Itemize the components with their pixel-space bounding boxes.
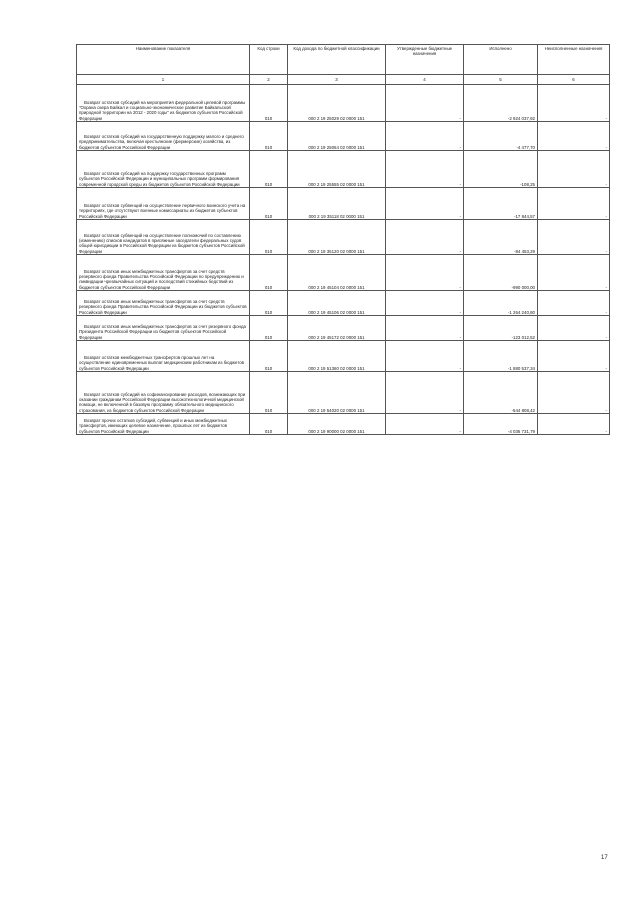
row-line-code: 010	[250, 414, 288, 435]
header-unexecuted: Неисполненные назначения	[538, 45, 610, 75]
row-line-code: 010	[250, 341, 288, 372]
row-line-code: 010	[250, 122, 288, 151]
row-budget-code: 000 2 19 25555 02 0000 151	[288, 151, 386, 188]
row-unexecuted: -	[538, 414, 610, 435]
row-line-code: 010	[250, 291, 288, 316]
column-number: 2	[250, 75, 288, 85]
row-name: Возврат остатков межбюджетных трансфертов прошлых лет на осуществление единовременных выплат медицинским работникам из бюджетов субъектов Российской Федерации	[79, 355, 244, 371]
row-executed: -123 012,52	[464, 316, 538, 341]
column-number-row	[77, 75, 610, 85]
row-approved: -	[386, 372, 464, 414]
row-unexecuted: -	[538, 85, 610, 122]
row-name: Возврат остатков субсидий на мероприятия федеральной целевой программы "Охрана озера Байкал и социально-экономическое развитие Байкальской природной территории на 2012 - 2020 годы" из бюджетов субъектов Российской Федерации	[79, 99, 246, 121]
row-line-code: 010	[250, 372, 288, 414]
row-name: Возврат остатков субвенций на осуществление первичного воинского учета на территориях, где отсутствуют военные комиссариаты из бюджетов субъектов Российской Федерации	[79, 203, 246, 219]
table-row	[77, 372, 610, 414]
column-number: 5	[464, 75, 538, 85]
row-approved: -	[386, 122, 464, 151]
row-budget-code: 000 2 19 45106 02 0000 151	[288, 291, 386, 316]
table-row	[77, 122, 610, 151]
row-executed: -17 844,57	[464, 188, 538, 220]
row-line-code: 010	[250, 316, 288, 341]
header-line-code: Код строки	[250, 45, 288, 75]
row-name: Возврат остатков субвенций на осуществление полномочий по составлению (изменению) списков кандидатов в присяжные заседатели федеральных судов общей юрисдикции в Российской Федерации из бюджетов субъектов Российской Федерации	[79, 232, 245, 254]
row-executed: -4 477,70	[464, 122, 538, 151]
column-number: 3	[288, 75, 386, 85]
row-budget-code: 000 2 19 45172 02 0000 151	[288, 316, 386, 341]
row-executed: -990 000,00	[464, 255, 538, 291]
row-approved: -	[386, 255, 464, 291]
row-unexecuted: -	[538, 341, 610, 372]
page-number: 17	[601, 855, 608, 861]
column-number: 4	[386, 75, 464, 85]
header-executed: Исполнено	[464, 45, 538, 75]
column-number: 6	[538, 75, 610, 85]
row-name: Возврат остатков иных межбюджетных трансфертов за счет резервного фонда Президента Российской Федерации из бюджетов субъектов Российской Федерации	[79, 324, 246, 340]
table-row	[77, 291, 610, 316]
row-executed: -108,25	[464, 151, 538, 188]
row-executed: -544 808,42	[464, 372, 538, 414]
table-row	[77, 316, 610, 341]
row-unexecuted: -	[538, 291, 610, 316]
header-approved: Утвержденные бюджетные назначения	[386, 45, 464, 75]
row-unexecuted: -	[538, 220, 610, 255]
row-line-code: 010	[250, 85, 288, 122]
row-budget-code: 000 2 19 45104 02 0000 151	[288, 255, 386, 291]
column-number: 1	[77, 75, 250, 85]
table-row	[77, 85, 610, 122]
table-row	[77, 151, 610, 188]
row-unexecuted: -	[538, 255, 610, 291]
row-approved: -	[386, 220, 464, 255]
row-budget-code: 000 2 19 35120 02 0000 151	[288, 220, 386, 255]
row-line-code: 010	[250, 188, 288, 220]
row-name: Возврат остатков субсидий на государственную поддержку малого и среднего предпринимательства, включая крестьянские (фермерские) хозяйства, из бюджетов субъектов Российской Федерации	[79, 134, 244, 150]
row-approved: -	[386, 188, 464, 220]
row-budget-code: 000 2 19 51360 02 0000 151	[288, 341, 386, 372]
row-budget-code: 000 2 19 25029 02 0000 151	[288, 85, 386, 122]
row-line-code: 010	[250, 255, 288, 291]
table-header-row	[77, 45, 610, 75]
header-budget-code: Код дохода по бюджетной классификации	[288, 45, 386, 75]
row-executed: -1 264 240,80	[464, 291, 538, 316]
row-budget-code: 000 2 19 35118 02 0000 151	[288, 188, 386, 220]
row-executed: -84 453,29	[464, 220, 538, 255]
row-unexecuted: -	[538, 372, 610, 414]
row-approved: -	[386, 341, 464, 372]
table-row	[77, 220, 610, 255]
header-indicator-name: Наименование показателя	[77, 45, 250, 75]
row-budget-code: 000 2 19 90000 02 0000 151	[288, 414, 386, 435]
row-approved: -	[386, 291, 464, 316]
table-row	[77, 188, 610, 220]
budget-execution-table	[76, 44, 610, 435]
row-unexecuted: -	[538, 316, 610, 341]
row-line-code: 010	[250, 220, 288, 255]
row-name: Возврат остатков иных межбюджетных трансфертов за счет средств резервного фонда Правительства Российской Федерации по предупреждению и ликвидации чрезвычайных ситуаций и последствий стихийных бедствий из бюджетов субъектов Российской Федерации	[79, 268, 244, 290]
row-name: Возврат прочих остатков субсидий, субвенций и иных межбюджетных трансфертов, имеющих целевое назначение, прошлых лет из бюджетов субъектов Российской Федерации	[79, 418, 227, 434]
row-executed: -1 880 537,34	[464, 341, 538, 372]
row-budget-code: 000 2 19 54020 02 0000 151	[288, 372, 386, 414]
row-executed: -2 924 037,92	[464, 85, 538, 122]
table-row	[77, 414, 610, 435]
row-approved: -	[386, 151, 464, 188]
row-executed: -4 036 731,79	[464, 414, 538, 435]
row-unexecuted: -	[538, 122, 610, 151]
row-name: Возврат остатков субсидий на софинансирование расходов, возникающих при оказании гражданам Российской Федерации высокотехнологичной медицинской помощи, не включенной в базовую программу обязательного медицинского страхования, из бюджетов субъектов Российской Федерации	[79, 391, 246, 413]
table-row	[77, 341, 610, 372]
row-name: Возврат остатков иных межбюджетных трансфертов за счет средств резервного фонда Правительства Российской Федерации из бюджетов субъектов Российской Федерации	[79, 299, 247, 315]
row-line-code: 010	[250, 151, 288, 188]
row-approved: -	[386, 414, 464, 435]
row-approved: -	[386, 316, 464, 341]
row-budget-code: 000 2 19 25064 02 0000 151	[288, 122, 386, 151]
row-name: Возврат остатков субсидий на поддержку государственных программ субъектов Российской Федерации и муниципальных программ формирования современной городской среды из бюджетов субъектов Российской Федерации	[79, 171, 240, 187]
row-approved: -	[386, 85, 464, 122]
row-unexecuted: -	[538, 188, 610, 220]
row-unexecuted: -	[538, 151, 610, 188]
table-row	[77, 255, 610, 291]
